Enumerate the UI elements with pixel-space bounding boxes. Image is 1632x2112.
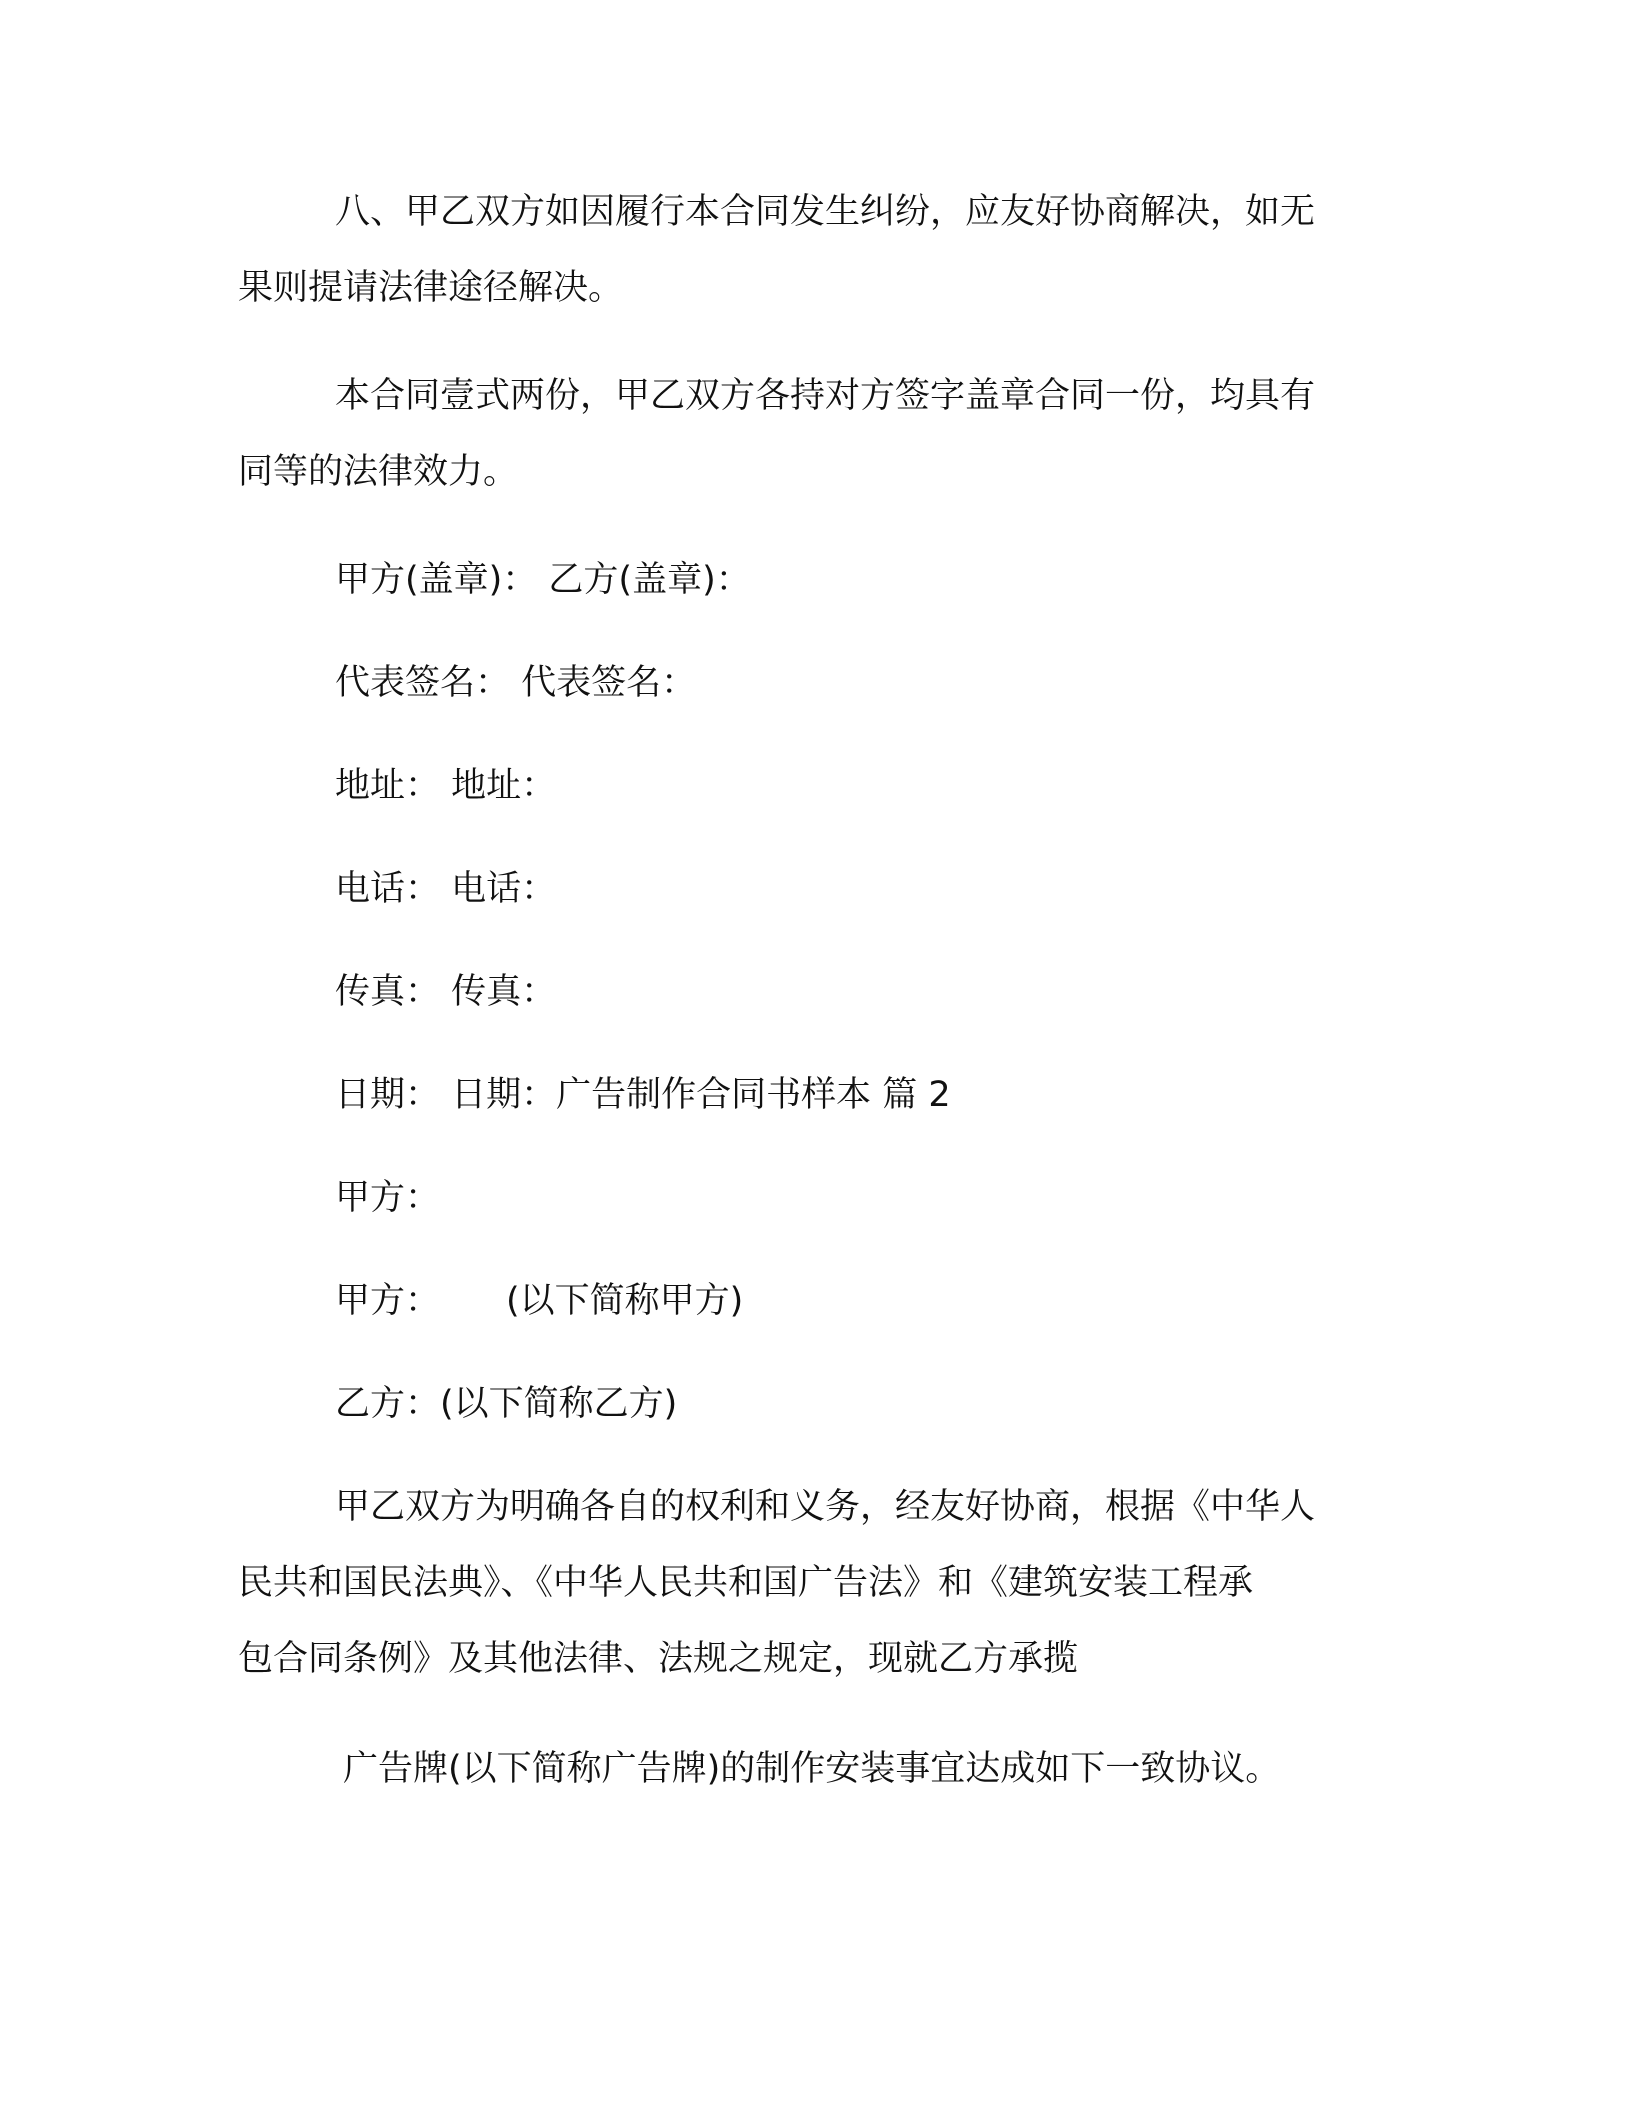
paragraph-line: 民共和国民法典》、《中华人民共和国广告法》和《建筑安装工程承 — [238, 1563, 1254, 1603]
paragraph-line: 八、甲乙双方如因履行本合同发生纠纷，应友好协商解决，如无 — [335, 192, 1316, 232]
party-a-abbreviation: (以下简称甲方) — [506, 1281, 744, 1321]
signature-phone-line: 电话： 电话： — [335, 869, 557, 909]
party-a-line — [238, 1263, 1378, 1339]
signature-fax-line: 传真： 传真： — [335, 972, 557, 1012]
signature-representative-line: 代表签名： 代表签名： — [335, 663, 697, 703]
paragraph-line: 本合同壹式两份，甲乙双方各持对方签字盖章合同一份，均具有 — [335, 376, 1316, 416]
paragraph-copies — [238, 358, 1378, 510]
signature-seal-line: 甲方(盖章)： 乙方(盖章)： — [335, 560, 751, 600]
paragraph-line: 果则提请法律途径解决。 — [238, 268, 624, 308]
party-a-label: 甲方： — [335, 1281, 441, 1321]
paragraph-closing: 广告牌(以下简称广告牌)的制作安装事宜达成如下一致协议。 — [343, 1749, 1281, 1789]
paragraph-line: 包合同条例》及其他法律、法规之规定，现就乙方承揽 — [238, 1639, 1079, 1679]
paragraph-dispute — [238, 174, 1378, 326]
party-b-line: 乙方：(以下简称乙方) — [335, 1384, 678, 1424]
party-a-heading: 甲方： — [335, 1178, 441, 1218]
paragraph-line: 同等的法律效力。 — [238, 452, 519, 492]
paragraph-line: 甲乙双方为明确各自的权利和义务，经友好协商，根据《中华人 — [335, 1487, 1316, 1527]
signature-address-line: 地址： 地址： — [335, 766, 557, 806]
paragraph-agreement — [238, 1469, 1378, 1697]
signature-date-line: 日期： 日期：广告制作合同书样本 篇 2 — [335, 1075, 951, 1115]
